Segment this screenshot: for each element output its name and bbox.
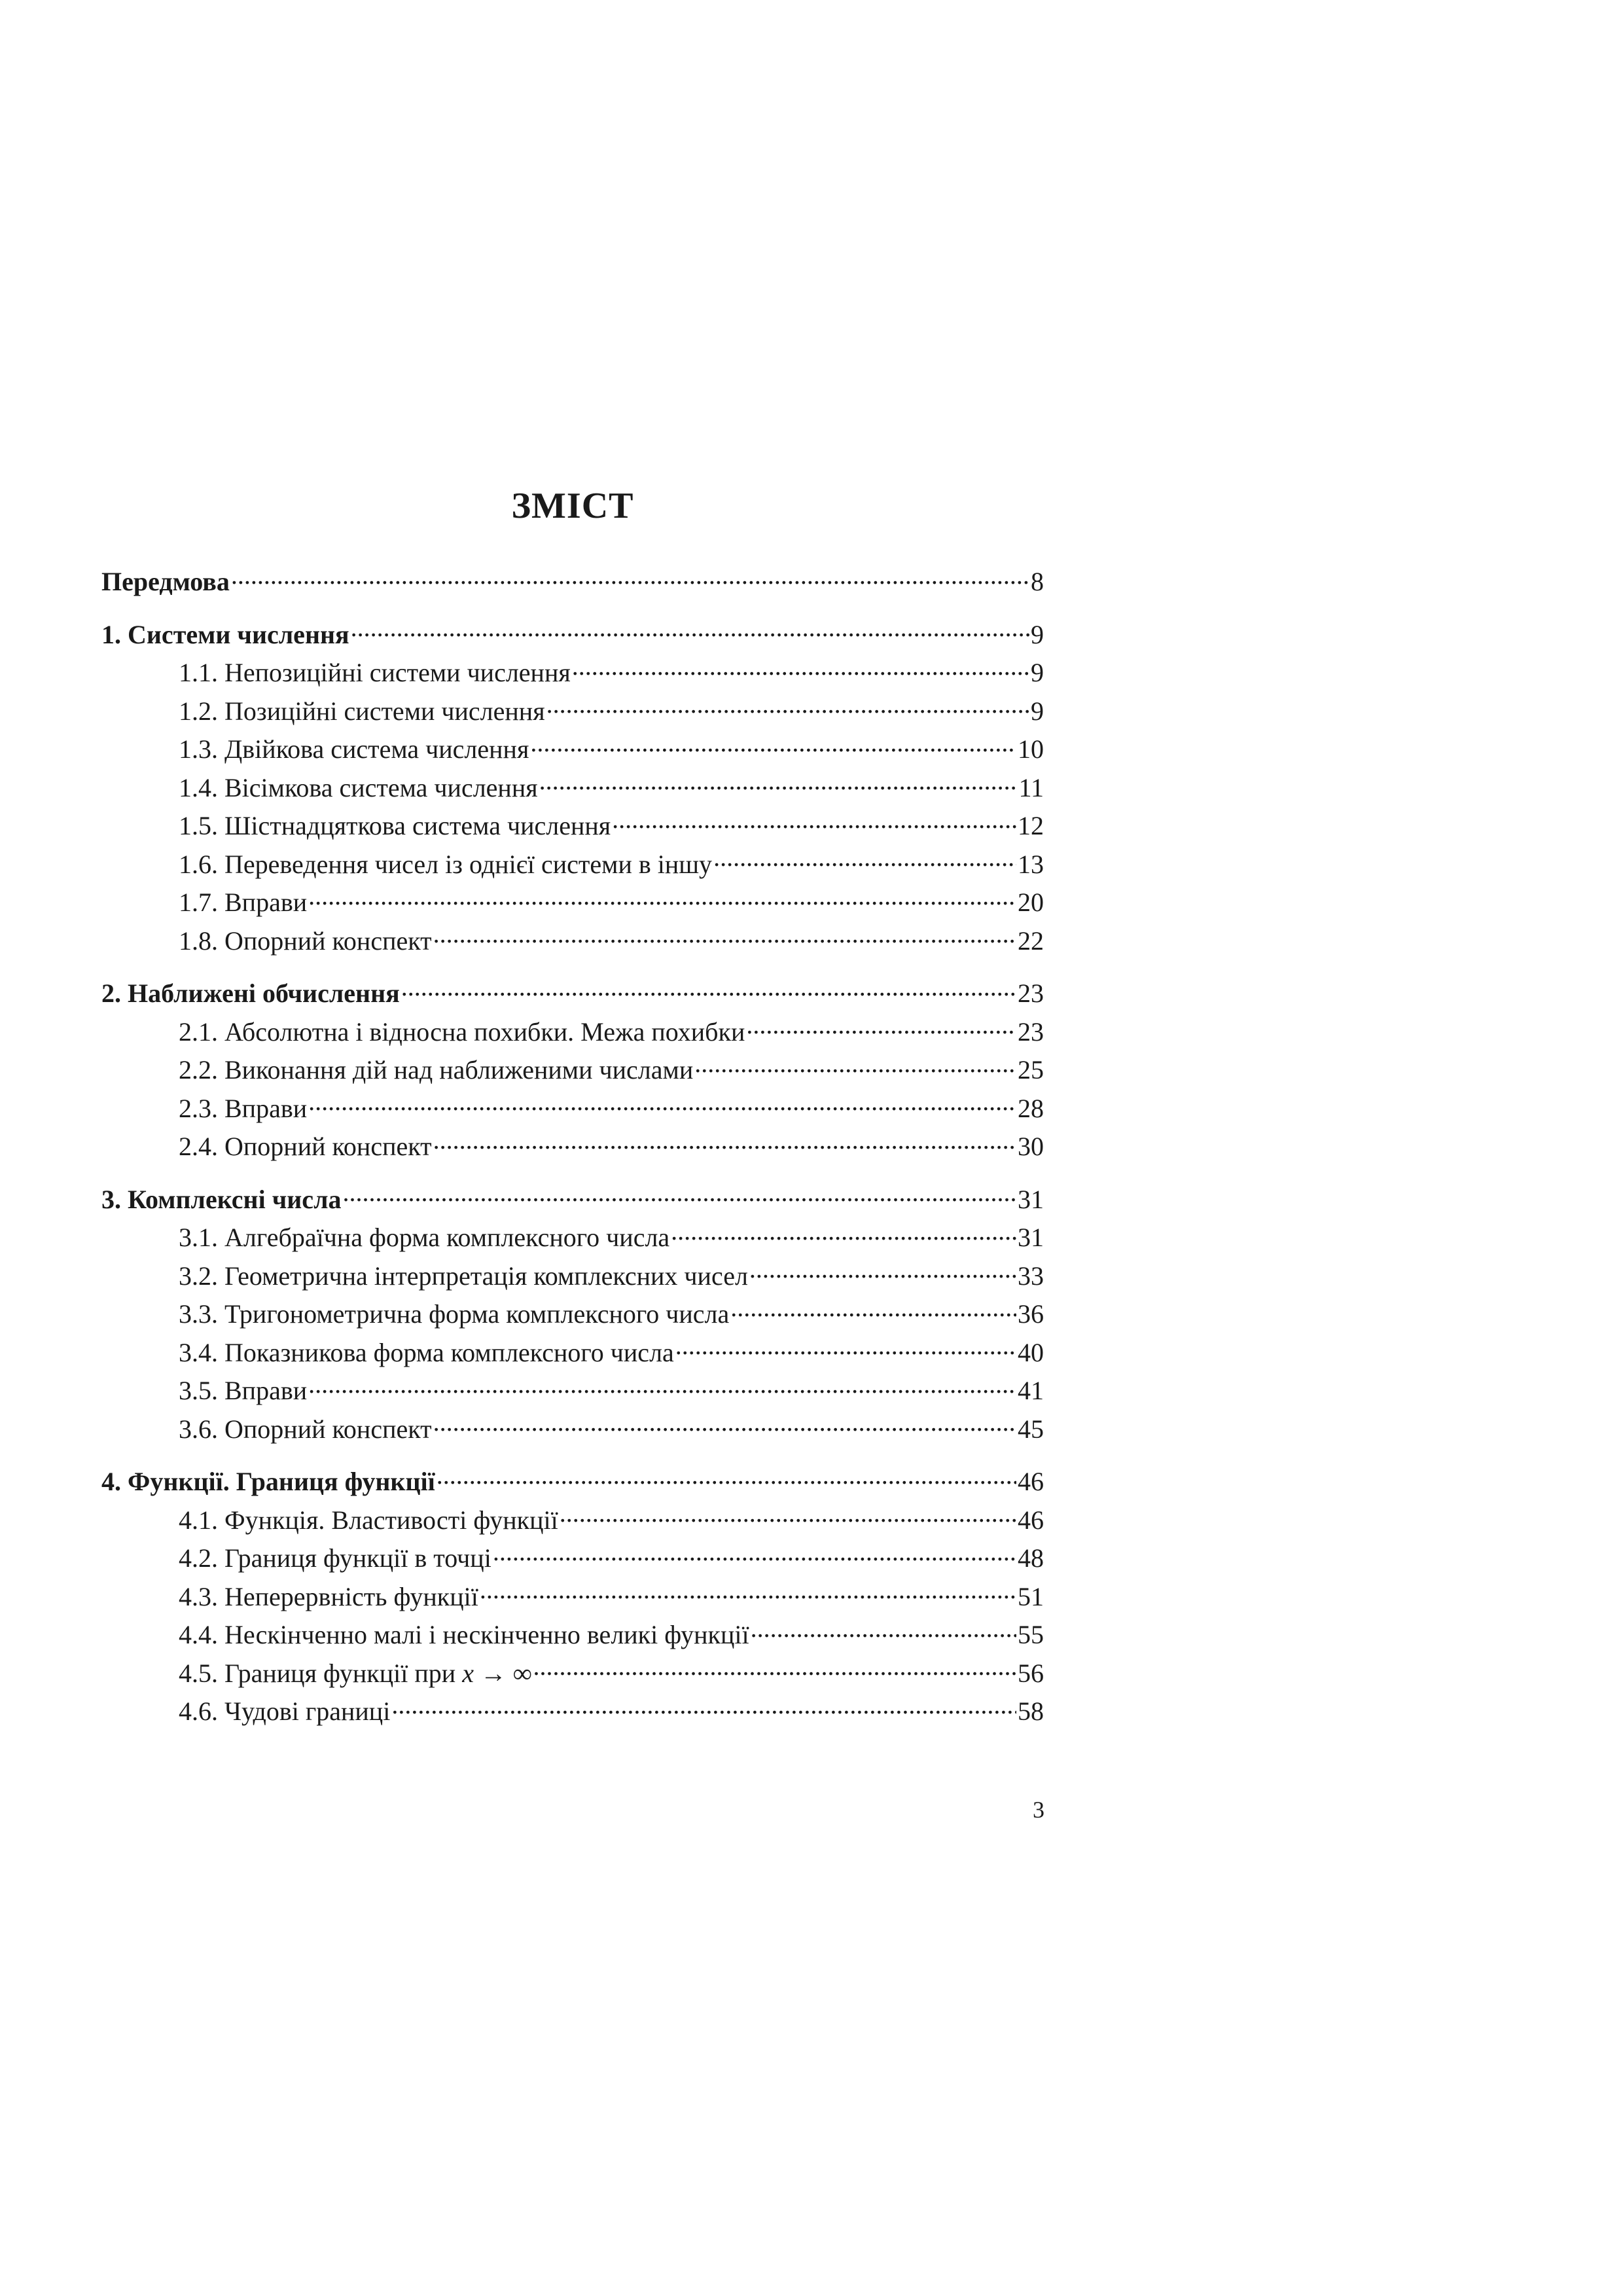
- dot-leader: [539, 770, 1018, 797]
- toc-entry-title: 3.6. Опорний конспект: [179, 1414, 432, 1444]
- dot-leader: [343, 1182, 1016, 1208]
- toc-subsection-entry[interactable]: [101, 1128, 1044, 1166]
- dot-leader: [749, 1259, 1016, 1285]
- table-of-contents: [101, 563, 1044, 1746]
- toc-page-number: 30: [1018, 1132, 1044, 1161]
- toc-entry-label: [179, 730, 529, 769]
- toc-entry-label: [179, 922, 432, 961]
- dot-leader: [730, 1297, 1016, 1323]
- dot-leader: [391, 1694, 1016, 1720]
- toc-chapter-entry[interactable]: [101, 1181, 1044, 1219]
- toc-page-number: 9: [1031, 619, 1044, 649]
- toc-page-number: 23: [1018, 978, 1044, 1008]
- toc-subsection-entry[interactable]: [101, 1578, 1044, 1617]
- toc-subsection-entry[interactable]: [101, 654, 1044, 692]
- toc-page-number: 31: [1018, 1223, 1044, 1252]
- toc-entry-title: 2.1. Абсолютна і відносна похибки. Межа похибки: [179, 1016, 745, 1047]
- toc-subsection-entry[interactable]: [101, 884, 1044, 922]
- toc-page-number: 48: [1018, 1543, 1044, 1573]
- dot-leader: [530, 732, 1016, 758]
- dot-leader: [231, 564, 1029, 590]
- toc-subsection-entry[interactable]: [101, 922, 1044, 961]
- toc-entry-label: [179, 1295, 729, 1334]
- toc-entry-title: Передмова: [101, 567, 230, 596]
- toc-entry-label: [101, 1463, 435, 1501]
- toc-entry-title: 1.1. Непозиційні системи числення: [179, 658, 571, 687]
- dot-leader: [433, 924, 1016, 950]
- toc-entry-title: 1. Системи числення: [101, 619, 349, 649]
- toc-entry-label: [179, 1410, 432, 1449]
- dot-leader: [480, 1579, 1016, 1605]
- toc-entry-label: [179, 1257, 748, 1296]
- dot-leader: [433, 1412, 1016, 1438]
- toc-entry-label: [179, 1334, 674, 1372]
- toc-page-number: 56: [1018, 1658, 1044, 1688]
- toc-subsection-entry[interactable]: [101, 769, 1044, 808]
- toc-page-number: 9: [1031, 658, 1044, 687]
- dot-leader: [560, 1503, 1016, 1529]
- toc-entry-title: 1.5. Шістнадцяткова система числення: [179, 811, 611, 840]
- toc-entry-label: [179, 1655, 531, 1693]
- toc-subsection-entry[interactable]: [101, 1616, 1044, 1655]
- toc-page-number: 40: [1018, 1337, 1044, 1367]
- toc-entry-title: 4.6. Чудові границі: [179, 1696, 391, 1726]
- dot-leader: [713, 847, 1016, 873]
- toc-entry-label: [179, 1219, 669, 1257]
- math-expression: x → ∞: [462, 1658, 532, 1688]
- toc-page-number: 10: [1018, 734, 1044, 764]
- toc-page-number: 46: [1018, 1505, 1044, 1535]
- toc-chapter-entry[interactable]: [101, 616, 1044, 655]
- toc-page-number: 51: [1018, 1581, 1044, 1611]
- toc-entry-label: [101, 1181, 342, 1219]
- toc-subsection-entry[interactable]: [101, 730, 1044, 769]
- dot-leader: [308, 885, 1016, 911]
- toc-entry-label: [179, 846, 712, 884]
- toc-entry-title: 1.6. Переведення чисел із однієї системи в іншу: [179, 849, 713, 879]
- toc-entry-title: 1.8. Опорний конспект: [179, 925, 432, 956]
- dot-leader: [675, 1335, 1016, 1361]
- toc-entry-label: [179, 1578, 478, 1617]
- toc-entry-title: 3.5. Вправи: [179, 1376, 308, 1405]
- toc-subsection-entry[interactable]: [101, 1334, 1044, 1372]
- toc-page-number: 55: [1018, 1620, 1044, 1649]
- toc-subsection-entry[interactable]: [101, 1501, 1044, 1540]
- dot-leader: [433, 1129, 1016, 1155]
- toc-page-number: 25: [1018, 1055, 1044, 1085]
- dot-leader: [308, 1091, 1016, 1117]
- page-number: 3: [1033, 1797, 1044, 1823]
- toc-entry-title: 1.2. Позиційні системи числення: [179, 696, 545, 726]
- toc-subsection-entry[interactable]: [101, 1090, 1044, 1128]
- toc-entry-label: [101, 616, 349, 655]
- dot-leader: [401, 976, 1016, 1002]
- toc-entry-label: [179, 1090, 307, 1128]
- toc-page-number: 20: [1018, 888, 1044, 917]
- toc-section: [101, 616, 1044, 961]
- toc-entry-title: 3.1. Алгебраїчна форма комплексного числа: [179, 1223, 670, 1252]
- toc-section: [101, 1463, 1044, 1731]
- toc-subsection-entry[interactable]: [101, 1051, 1044, 1090]
- toc-entry-label: [101, 975, 400, 1013]
- dot-leader: [533, 1656, 1016, 1682]
- toc-page-number: 46: [1018, 1467, 1044, 1496]
- toc-entry-title: 2.2. Виконання дій над наближеними числами: [179, 1055, 694, 1085]
- toc-page-number: 31: [1018, 1184, 1044, 1214]
- dot-leader: [572, 655, 1029, 681]
- toc-section: [101, 1181, 1044, 1449]
- toc-subsection-entry[interactable]: [101, 1655, 1044, 1693]
- toc-entry-title: 4.5. Границя функції при: [179, 1658, 456, 1688]
- toc-page-number: 33: [1018, 1261, 1044, 1291]
- toc-entry-label: [179, 1539, 491, 1578]
- toc-page-number: 8: [1031, 567, 1044, 596]
- toc-chapter-entry[interactable]: [101, 563, 1044, 601]
- toc-entry-label: [179, 654, 571, 692]
- toc-entry-title: 1.7. Вправи: [179, 888, 308, 917]
- toc-entry-title: 4.2. Границя функції в точці: [179, 1543, 491, 1573]
- dot-leader: [546, 694, 1029, 720]
- toc-page-number: 36: [1018, 1299, 1044, 1329]
- toc-page-number: 41: [1018, 1376, 1044, 1405]
- toc-page-number: 23: [1018, 1016, 1044, 1047]
- toc-entry-label: [179, 1128, 432, 1166]
- toc-subsection-entry[interactable]: [101, 1372, 1044, 1410]
- toc-entry-label: [101, 563, 230, 601]
- toc-subsection-entry[interactable]: [101, 1219, 1044, 1257]
- toc-chapter-entry[interactable]: [101, 1463, 1044, 1501]
- toc-entry-title: 3. Комплексні числа: [101, 1184, 342, 1214]
- toc-entry-label: [179, 807, 611, 846]
- dot-leader: [308, 1373, 1016, 1399]
- toc-entry-label: [179, 1616, 749, 1655]
- dot-leader: [437, 1464, 1016, 1490]
- dot-leader: [351, 617, 1029, 643]
- toc-entry-title: 1.3. Двійкова система числення: [179, 734, 529, 764]
- toc-entry-title: 4.3. Неперервність функції: [179, 1581, 478, 1611]
- dot-leader: [493, 1541, 1016, 1567]
- toc-page-number: 28: [1018, 1093, 1044, 1123]
- toc-entry-title: 4. Функції. Границя функції: [101, 1467, 435, 1496]
- toc-entry-title: 2.3. Вправи: [179, 1093, 308, 1123]
- dot-leader: [751, 1617, 1016, 1643]
- toc-entry-title: 3.4. Показникова форма комплексного числа: [179, 1337, 674, 1367]
- toc-page-number: 13: [1018, 849, 1044, 879]
- page-title: ЗМІСТ: [511, 486, 634, 526]
- toc-entry-label: [179, 1693, 390, 1731]
- toc-subsection-entry[interactable]: [101, 1257, 1044, 1296]
- toc-subsection-entry[interactable]: [101, 692, 1044, 731]
- toc-entry-label: [179, 884, 307, 922]
- toc-page-number: 12: [1018, 811, 1044, 840]
- toc-chapter-entry[interactable]: [101, 975, 1044, 1013]
- toc-entry-title: 1.4. Вісімкова система числення: [179, 772, 538, 802]
- toc-subsection-entry[interactable]: [101, 1410, 1044, 1449]
- toc-entry-title: 4.4. Нескінченно малі і нескінченно великі функції: [179, 1620, 749, 1649]
- toc-page-number: 9: [1031, 696, 1044, 726]
- toc-entry-title: 2. Наближені обчислення: [101, 978, 400, 1008]
- toc-entry-title: 3.3. Тригонометрична форма комплексного числа: [179, 1299, 730, 1329]
- dot-leader: [746, 1014, 1016, 1041]
- toc-entry-label: [179, 1372, 307, 1410]
- toc-entry-label: [179, 692, 545, 731]
- toc-subsection-entry[interactable]: [101, 1013, 1044, 1052]
- toc-page-number: 22: [1018, 925, 1044, 956]
- toc-entry-label: [179, 1051, 693, 1090]
- dot-leader: [612, 808, 1016, 834]
- toc-subsection-entry[interactable]: [101, 1539, 1044, 1578]
- toc-page-number: 45: [1018, 1414, 1044, 1444]
- toc-entry-title: 3.2. Геометрична інтерпретація комплексних чисел: [179, 1261, 748, 1291]
- toc-entry-title: 4.1. Функція. Властивості функції: [179, 1505, 558, 1535]
- toc-page-number: 58: [1018, 1696, 1044, 1726]
- toc-entry-label: [179, 1013, 745, 1052]
- toc-subsection-entry[interactable]: [101, 1693, 1044, 1731]
- toc-entry-title: 2.4. Опорний конспект: [179, 1132, 432, 1161]
- toc-subsection-entry[interactable]: [101, 807, 1044, 846]
- toc-entry-label: [179, 769, 538, 808]
- dot-leader: [671, 1220, 1016, 1246]
- toc-subsection-entry[interactable]: [101, 846, 1044, 884]
- dot-leader: [694, 1052, 1016, 1079]
- toc-section: [101, 563, 1044, 601]
- toc-entry-label: [179, 1501, 558, 1540]
- toc-section: [101, 975, 1044, 1166]
- toc-page-number: 11: [1018, 772, 1044, 802]
- toc-subsection-entry[interactable]: [101, 1295, 1044, 1334]
